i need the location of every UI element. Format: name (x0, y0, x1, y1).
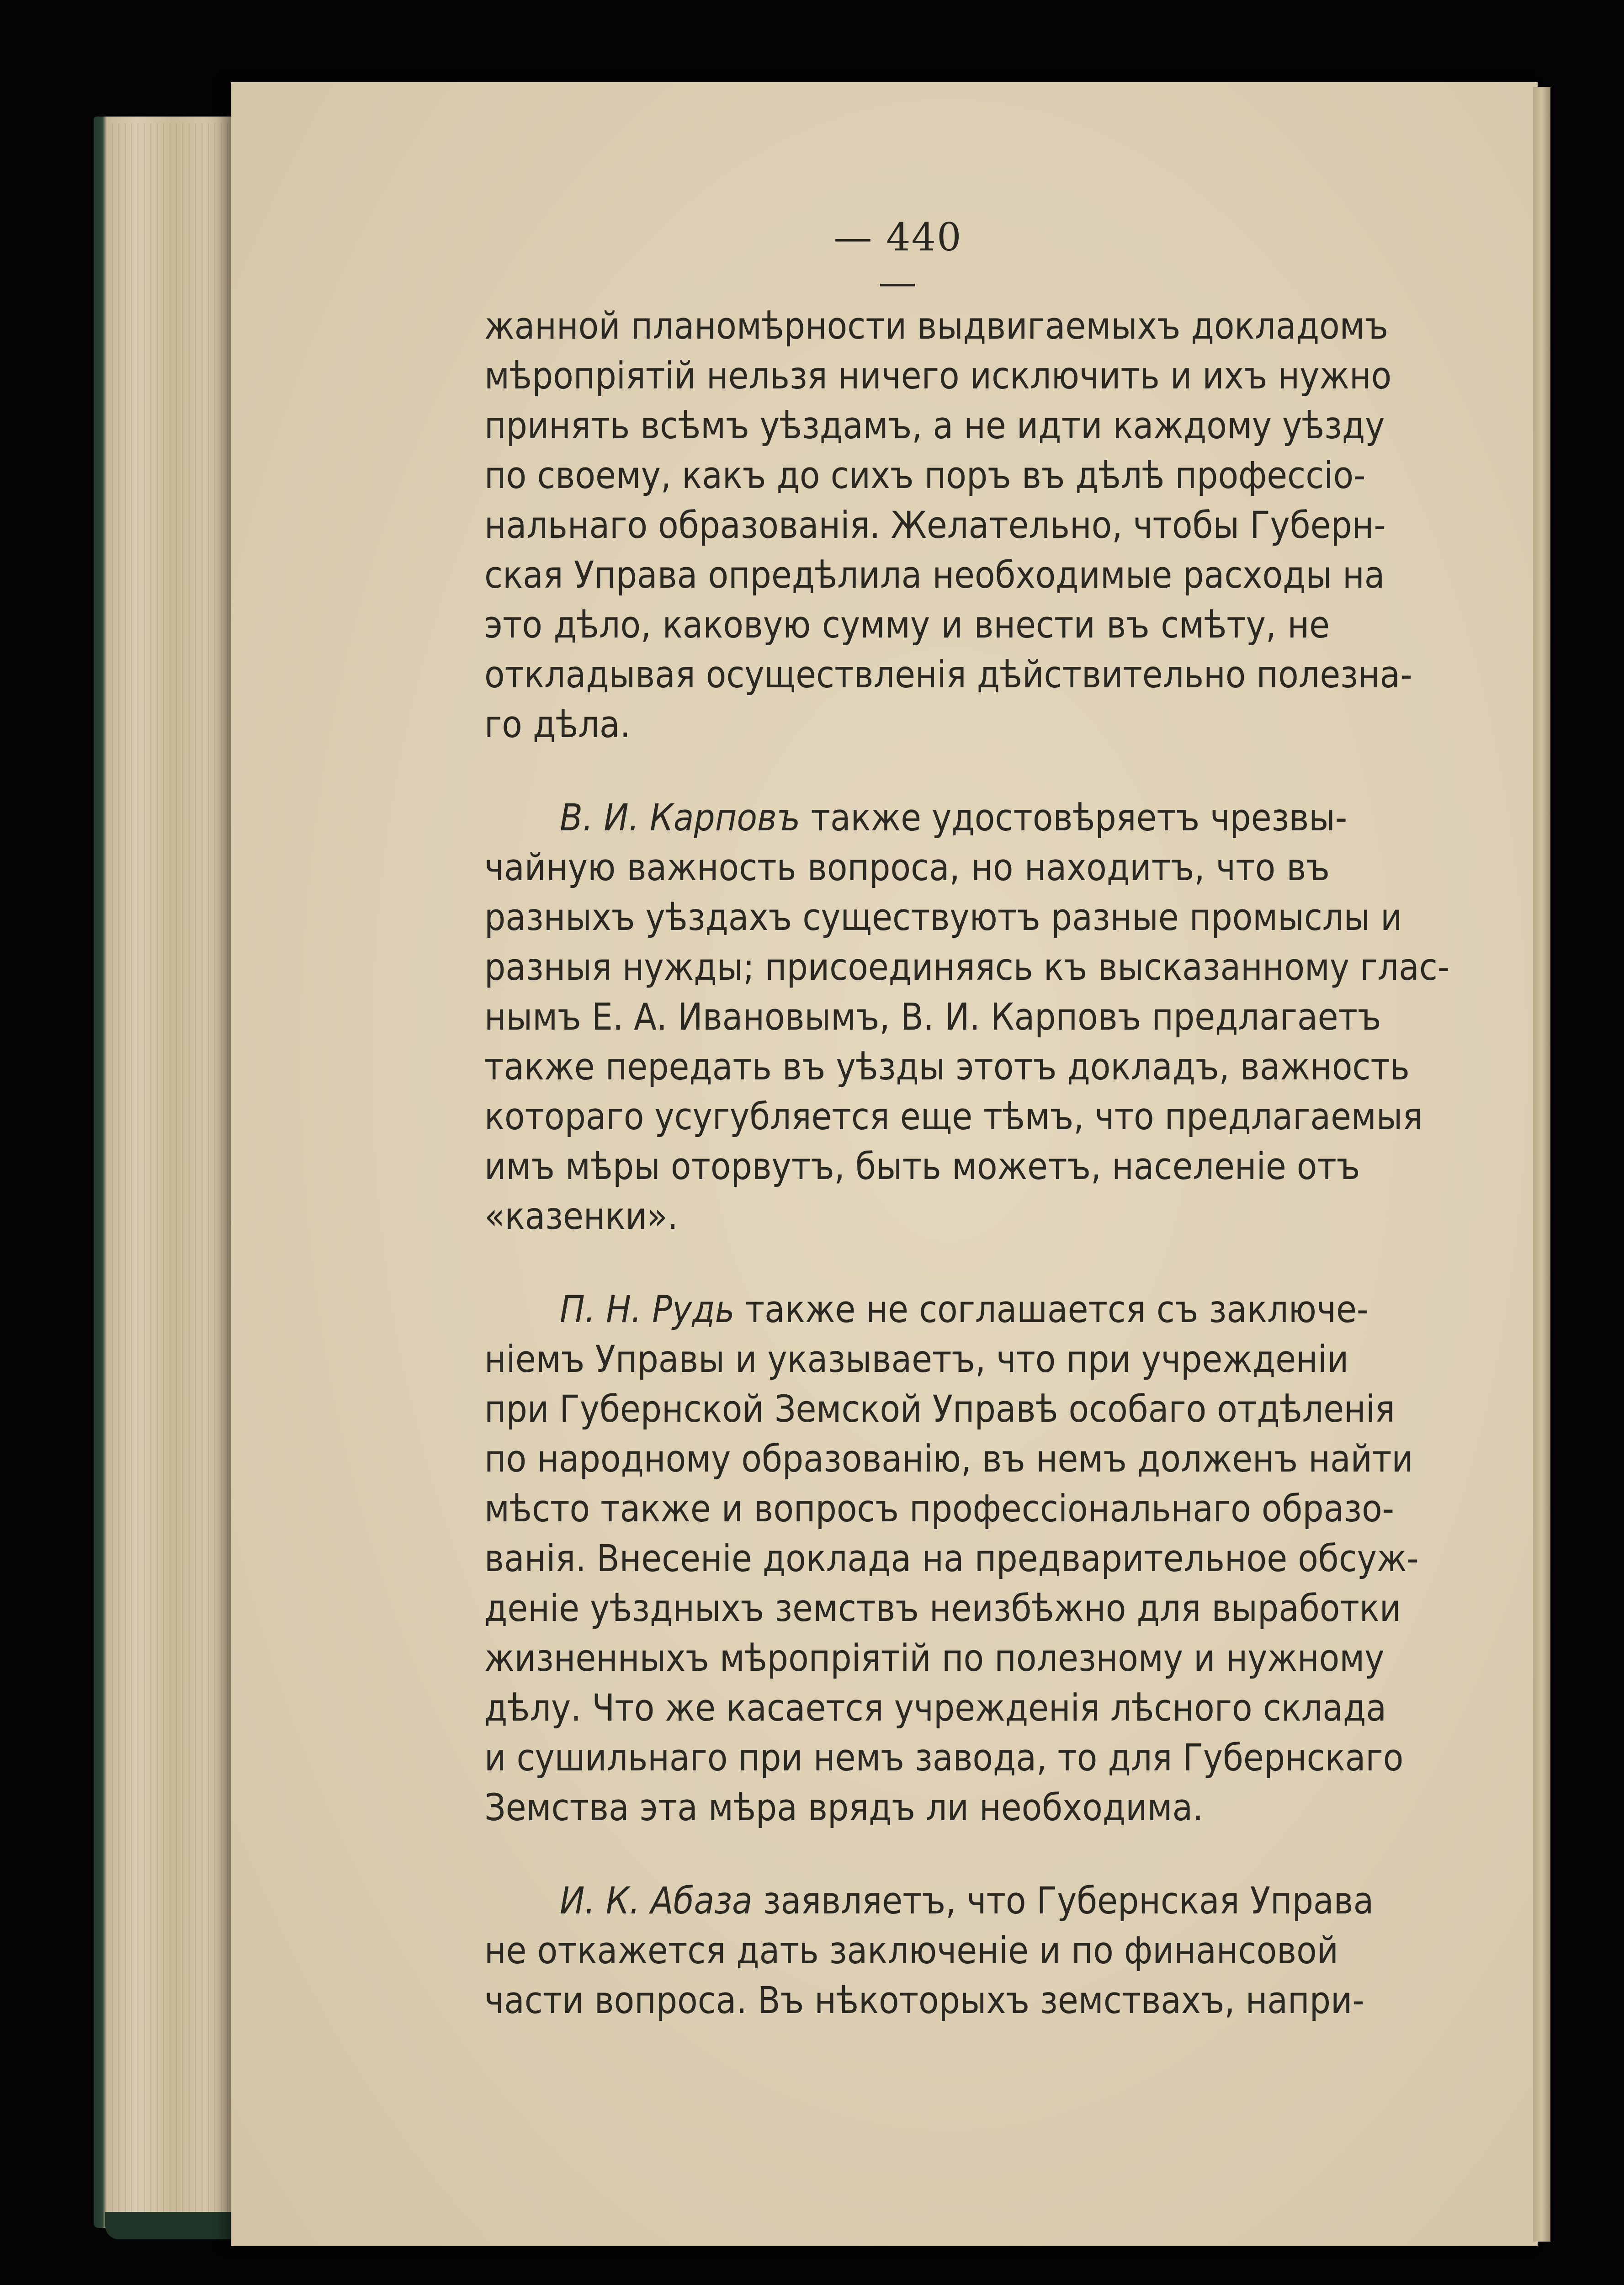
text-line: и сушильнаго при немъ завода, то для Губернскаго (484, 1737, 1404, 1780)
text-line: по народному образованію, въ немъ долженъ найти (484, 1438, 1413, 1481)
text-line: мѣсто также и вопросъ профессіональнаго образо- (484, 1488, 1394, 1530)
text-line: ніемъ Управы и указываетъ, что при учрежденіи (484, 1338, 1349, 1381)
text-line: разныя нужды; присоединяясь къ высказанному глас- (484, 946, 1450, 989)
book-cover-edge (105, 2212, 251, 2239)
paragraph (484, 302, 1412, 750)
text-line: при Губернской Земской Управѣ особаго отдѣленія (484, 1388, 1395, 1431)
page-text (484, 302, 1450, 2026)
text-line: также передать въ уѣзды этотъ докладъ, важность (484, 1046, 1410, 1089)
text-line: нымъ Е. А. Ивановымъ, В. И. Карповъ предлагаетъ (484, 996, 1381, 1039)
text-line: принять всѣмъ уѣздамъ, а не идти каждому уѣзду (484, 404, 1385, 447)
paragraph-first-line (484, 1285, 1369, 1335)
text-line: нальнаго образованія. Желательно, чтобы Губерн- (484, 504, 1386, 547)
text-line: ская Управа опредѣлила необходимые расходы на (484, 554, 1385, 597)
text-line: ванія. Внесеніе доклада на предварительное обсуж- (484, 1537, 1419, 1580)
paragraph (484, 1876, 1374, 2026)
text-line: дѣлу. Что же касается учрежденія лѣсного склада (484, 1687, 1387, 1730)
text-run: также удостовѣряетъ чрезвы- (811, 797, 1348, 840)
text-line: части вопроса. Въ нѣкоторыхъ земствахъ, напри- (484, 1979, 1364, 2022)
text-line: го дѣла. (484, 703, 631, 746)
page-right-edge (1533, 87, 1550, 2242)
text-line: деніе уѣздныхъ земствъ неизбѣжно для выработки (484, 1587, 1401, 1630)
speaker-name: П. Н. Рудь (560, 1288, 735, 1331)
paragraph-first-line (484, 1876, 1374, 1926)
text-line: жанной планомѣрности выдвигаемыхъ докладомъ (484, 305, 1389, 348)
text-line: откладывая осуществленія дѣйствительно полезна- (484, 654, 1412, 696)
text-line: котораго усугубляется еще тѣмъ, что предлагаемыя (484, 1095, 1423, 1138)
text-line: мѣропріятій нельзя ничего исключить и ихъ нужно (484, 355, 1392, 398)
speaker-name: И. К. Абаза (560, 1880, 753, 1923)
paragraph-first-line (484, 793, 1348, 843)
page-number: — 440 — (833, 215, 962, 304)
text-line: не откажется дать заключеніе и по финансовой (484, 1929, 1339, 1972)
text-line: это дѣло, каковую сумму и внести въ смѣту, не (484, 604, 1330, 647)
text-run: заявляетъ, что Губернская Управа (763, 1880, 1374, 1923)
text-line: имъ мѣры оторвутъ, быть можетъ, населеніе отъ (484, 1145, 1360, 1188)
text-line: «казенки». (484, 1195, 678, 1238)
text-run: также не соглашается съ заключе- (745, 1288, 1369, 1331)
speaker-name: В. И. Карповъ (560, 797, 801, 840)
text-line: по своему, какъ до сихъ поръ въ дѣлѣ профессіо- (484, 454, 1366, 497)
paragraph (484, 793, 1450, 1242)
text-line: жизненныхъ мѣропріятій по полезному и нужному (484, 1637, 1385, 1680)
page-edges (112, 123, 240, 2221)
paragraph (484, 1285, 1419, 1833)
text-line: Земства эта мѣра врядъ ли необходима. (484, 1786, 1204, 1829)
text-line: чайную важность вопроса, но находитъ, что въ (484, 846, 1330, 889)
text-line: разныхъ уѣздахъ существуютъ разные промыслы и (484, 896, 1402, 939)
